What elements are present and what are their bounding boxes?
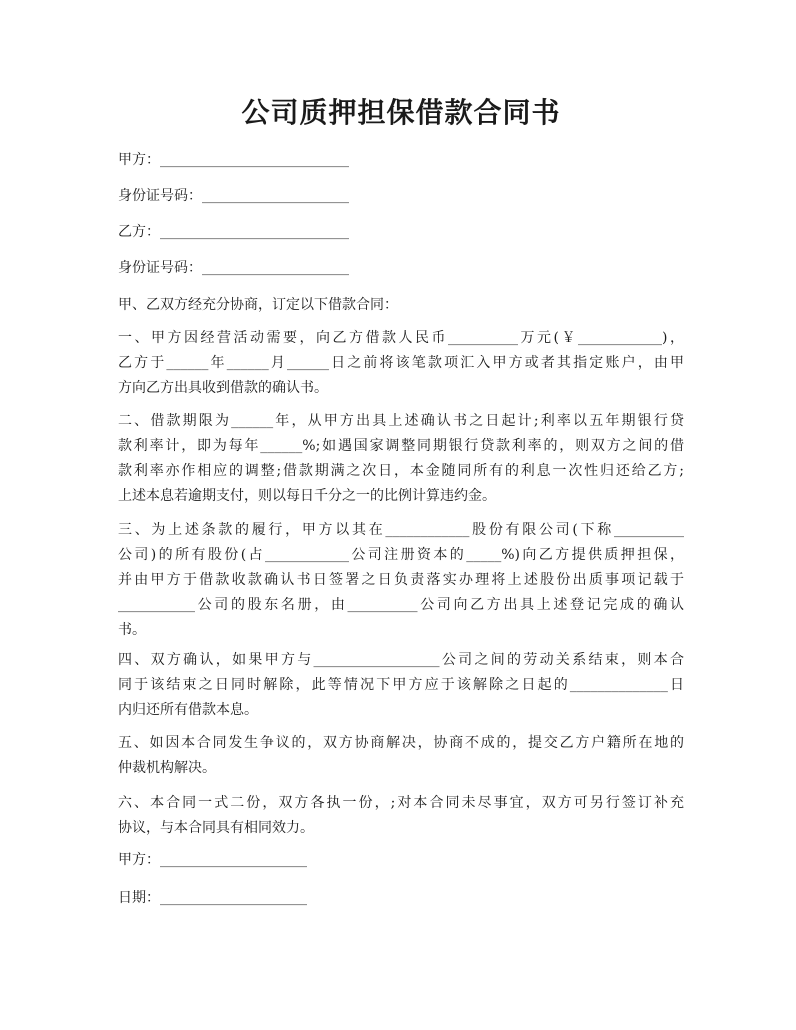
clause-line: 上述本息若逾期支付，则以每日千分之一的比例计算违约金。 <box>118 488 496 504</box>
clause-4 <box>118 648 684 723</box>
clause-line: 公司)的所有股份(占____________公司注册资本的_____%)向乙方提供质押担保， <box>118 547 684 563</box>
clause-1 <box>118 326 684 401</box>
party-a-id-field: 身份证号码：_____________________ <box>118 188 349 204</box>
document-title: 公司质押担保借款合同书 <box>241 96 561 129</box>
clause-line: 乙方于______年______月______日之前将该笔款项汇入甲方或者其指定账户，由甲 <box>118 355 684 371</box>
clause-3 <box>118 518 684 643</box>
clause-2 <box>118 409 684 509</box>
clause-line: 款利率计，即为每年______%;如遇国家调整同期银行贷款利率的，则双方之间的借 <box>118 438 684 454</box>
clause-line: ___________公司的股东名册，由__________公司向乙方出具上述登记完成的确认 <box>118 597 684 613</box>
clause-6 <box>118 791 684 841</box>
party-b-id-field: 身份证号码：_____________________ <box>118 260 349 276</box>
party-a-signature-field: 甲方：_____________________ <box>118 852 307 868</box>
clause-line: 内归还所有借款本息。 <box>118 702 258 718</box>
contract-intro: 甲、乙双方经充分协商，订定以下借款合同： <box>118 297 398 313</box>
clause-line: 六、本合同一式二份，双方各执一份，;对本合同未尽事宜，双方可另行签订补充 <box>118 795 684 811</box>
date-field: 日期：_____________________ <box>118 890 307 906</box>
clause-line: 同于该结束之日同时解除，此等情况下甲方应于该解除之日起的______________日 <box>118 677 684 693</box>
clause-line: 二、借款期限为______年，从甲方出具上述确认书之日起计;利率以五年期银行贷 <box>118 413 684 429</box>
clause-5 <box>118 731 684 781</box>
clause-line: 四、双方确认，如果甲方与__________________公司之间的劳动关系结束，则本合 <box>118 652 684 668</box>
clause-line: 并由甲方于借款收款确认书日签署之日负责落实办理将上述股份出质事项记载于 <box>118 572 684 588</box>
clause-line: 书。 <box>118 622 146 638</box>
clause-line: 一、甲方因经营活动需要，向乙方借款人民币__________万元(￥____________)， <box>118 330 684 346</box>
clause-line: 协议，与本合同具有相同效力。 <box>118 820 314 836</box>
party-b-field: 乙方：___________________________ <box>118 224 349 240</box>
party-a-field: 甲方：___________________________ <box>118 152 349 168</box>
clause-line: 三、为上述条款的履行，甲方以其在____________股份有限公司(下称__________ <box>118 522 684 538</box>
clause-line: 款利率亦作相应的调整;借款期满之次日，本金随同所有的利息一次性归还给乙方; <box>118 463 684 479</box>
clause-line: 五、如因本合同发生争议的，双方协商解决，协商不成的，提交乙方户籍所在地的 <box>118 735 684 751</box>
clause-line: 仲裁机构解决。 <box>118 760 216 776</box>
clause-line: 方向乙方出具收到借款的确认书。 <box>118 380 328 396</box>
